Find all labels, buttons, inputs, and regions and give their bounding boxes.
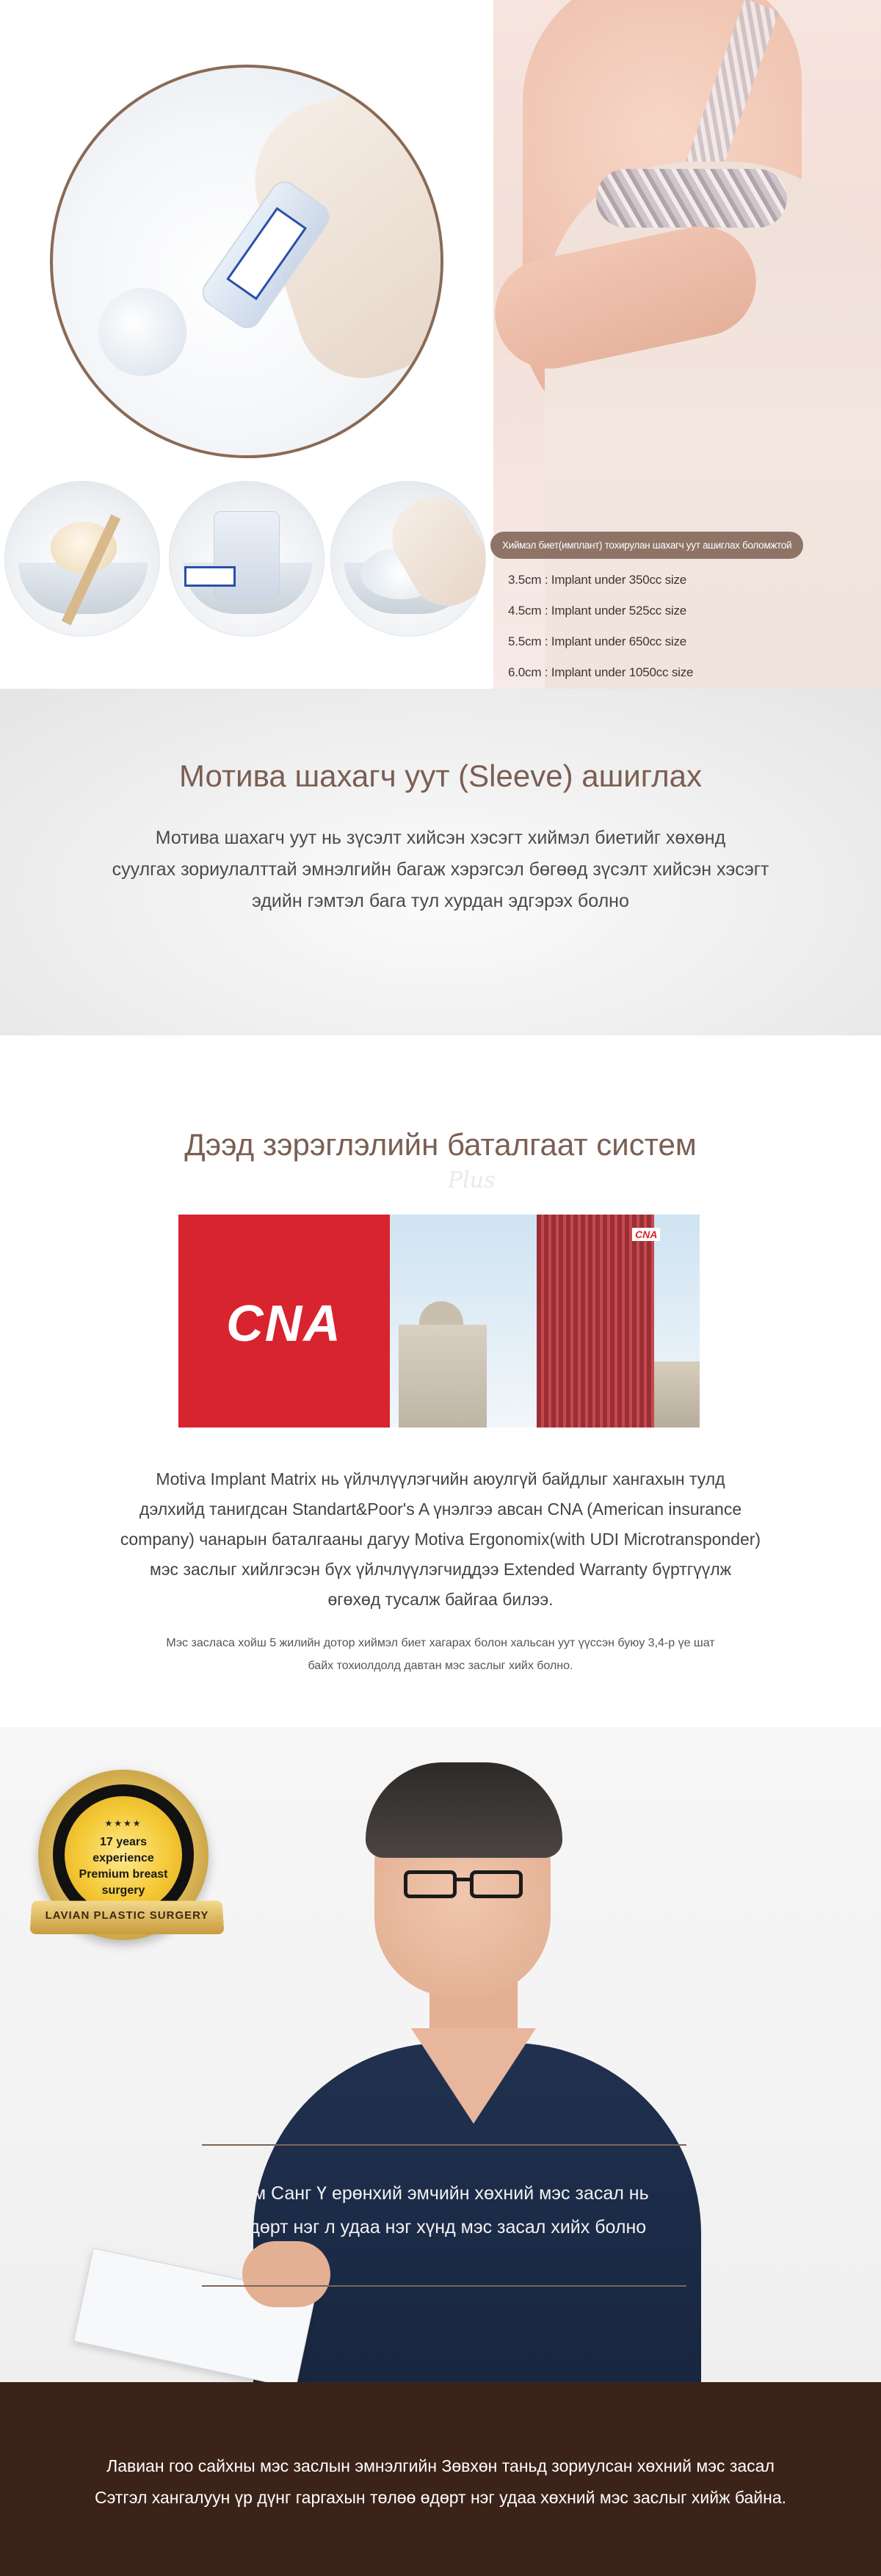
- warranty-note: [0, 1632, 881, 1677]
- warranty-title: Дээд зэрэглэлийн баталгаат систем: [184, 1127, 697, 1162]
- caption-divider: [202, 2285, 686, 2287]
- doctor-caption: [0, 2177, 881, 2244]
- decorative-script-text: Plus: [448, 1168, 496, 1193]
- description-line: company) чанарын баталгааны дагуу Motiva Ergonomix(with UDI Microtransponder): [120, 1530, 761, 1549]
- badge-text: 17 years experience Premium breast surgery: [79, 1836, 168, 1897]
- sleeve-step-photo-1: [4, 481, 160, 637]
- warranty-description: [0, 1464, 881, 1615]
- glasses-icon: [404, 1870, 457, 1898]
- note-line: байх тохиолдолд давтан мэс заслыг хийх болно.: [308, 1660, 573, 1672]
- motiva-sleeve-section: [0, 689, 881, 1035]
- footer-banner: [0, 2382, 881, 2576]
- warranty-section: [0, 1035, 881, 1727]
- ribbon-text: LAVIAN PLASTIC SURGERY: [45, 1909, 209, 1922]
- sleeve-size-pill: Хиймэл биет(имплант) тохирулан шахагч уут ашиглах боломжтой: [490, 532, 803, 559]
- city-buildings-photo: [390, 1215, 700, 1428]
- implant-shape: [98, 288, 186, 376]
- footer-text: [0, 2450, 881, 2514]
- caption-line: Ким Санг Ү ерөнхий эмчийн хөхний мэс засал нь: [232, 2183, 649, 2204]
- cna-logo: CNA: [226, 1295, 342, 1352]
- cna-building-image: [178, 1215, 700, 1428]
- sleeve-size-item: 3.5cm : Implant under 350cc size: [508, 573, 687, 587]
- sleeve-size-item: 6.0cm : Implant under 1050cc size: [508, 665, 694, 679]
- building-cna-sign: CNA: [632, 1228, 660, 1241]
- sleeve-size-item: 4.5cm : Implant under 525cc size: [508, 604, 687, 618]
- caption-line: Өдөрт нэг л удаа нэг хүнд мэс засал хийх болно: [234, 2217, 647, 2237]
- note-line: Мэс засласа хойш 5 жилийн дотор хиймэл биет хагарах болон хальсан уут үүссэн буюу 3,4-р үе шат: [166, 1637, 715, 1649]
- sleeve-photos-panel: [0, 0, 493, 689]
- sleeve-main-photo: [50, 65, 443, 458]
- description-line: өгөхөд тусалж байгаа билээ.: [327, 1590, 554, 1609]
- badge-stars-icon: ★★★★: [104, 1818, 142, 1828]
- description-line: мэс заслыг хийлгэсэн бүх үйлчлүүлэгчиддээ Extended Warranty бүртгүүлж: [150, 1560, 731, 1579]
- sleeve-photo-section: [0, 0, 881, 689]
- description-line: суулгах зориулалттай эмнэлгийн багаж хэрэгсэл бөгөөд зүсэлт хийсэн хэсэгт: [112, 859, 769, 880]
- caption-divider: [202, 2144, 686, 2146]
- badge-ribbon: [16, 1883, 236, 1934]
- description-line: дэлхийд танигдсан Standart&Poor's A үнэлгээ авсан CNA (American insurance: [139, 1499, 742, 1519]
- motiva-sleeve-title: Мотива шахагч уут (Sleeve) ашиглах: [178, 759, 702, 793]
- motiva-sleeve-description: [0, 822, 881, 917]
- footer-line: Сэтгэл хангалуун үр дүнг гаргахын төлөө өдөрт нэг удаа хөхний мэс заслыг хийж байна.: [94, 2488, 787, 2507]
- sleeve-size-info: [493, 532, 881, 688]
- sleeve-size-item: 5.5cm : Implant under 650cc size: [508, 634, 687, 648]
- description-line: эдийн гэмтэл бага тул хурдан эдгэрэх болно: [252, 891, 629, 911]
- sleeve-step-photo-3: [330, 481, 486, 637]
- cna-logo-panel: [178, 1215, 390, 1428]
- sleeve-size-list: [493, 565, 881, 688]
- doctor-section: [0, 1727, 881, 2382]
- description-line: Motiva Implant Matrix нь үйлчлүүлэгчийн аюулгүй байдлыг хангахын тулд: [156, 1469, 725, 1488]
- sleeve-step-photo-2: [169, 481, 325, 637]
- footer-line: Лавиан гоо сайхны мэс заслын эмнэлгийн Зөвхөн таньд зориулсан хөхний мэс засал: [106, 2456, 775, 2475]
- description-line: Мотива шахагч уут нь зүсэлт хийсэн хэсэгт хиймэл биетийг хөхөнд: [155, 828, 726, 848]
